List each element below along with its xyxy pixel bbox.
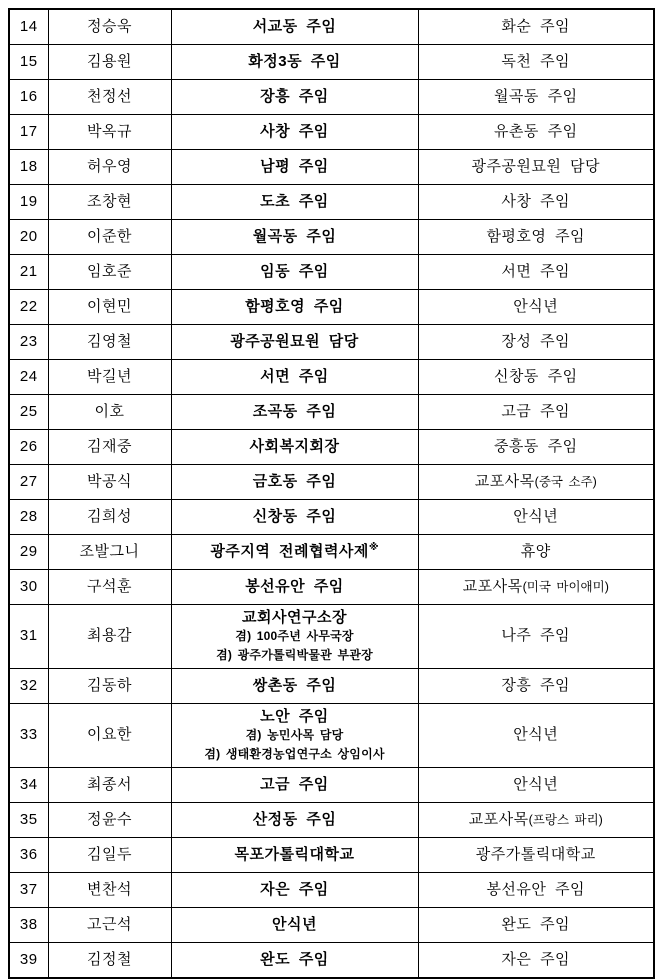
new-position-text: 사창 주임 [501, 192, 571, 210]
table-row [9, 838, 654, 873]
table-row [9, 220, 654, 255]
table-row [9, 535, 654, 570]
cell-name: 김영철 [48, 325, 171, 360]
new-position-text: 중흥동 주임 [493, 437, 578, 455]
cell-new-position [418, 535, 654, 570]
new-position-text: 안식년 [513, 775, 559, 793]
table-row [9, 325, 654, 360]
table-row [9, 605, 654, 669]
cell-name: 정승욱 [48, 9, 171, 45]
cell-name: 정윤수 [48, 803, 171, 838]
priest-assignment-table [8, 8, 655, 979]
cell-name: 허우영 [48, 150, 171, 185]
cell-current-position [171, 290, 418, 325]
cell-row-number: 38 [9, 908, 48, 943]
assignment-table-body [9, 9, 654, 978]
cell-new-position [418, 9, 654, 45]
new-position-text: 함평호영 주임 [486, 227, 586, 245]
current-position-text: 안식년 [272, 915, 317, 933]
cell-name: 구석훈 [48, 570, 171, 605]
cell-row-number: 32 [9, 669, 48, 704]
cell-current-position [171, 768, 418, 803]
new-position-note: (프랑스 파리) [528, 812, 603, 827]
table-row [9, 768, 654, 803]
cell-name: 고근석 [48, 908, 171, 943]
new-position-text: 광주공원묘원 담당 [471, 157, 601, 175]
current-position-text: 고금 주임 [260, 775, 329, 793]
current-position-text: 완도 주임 [260, 950, 329, 968]
cell-new-position [418, 605, 654, 669]
cell-current-position [171, 500, 418, 535]
cell-row-number: 24 [9, 360, 48, 395]
new-position-text: 월곡동 주임 [493, 87, 578, 105]
cell-new-position [418, 768, 654, 803]
cell-row-number: 14 [9, 9, 48, 45]
cell-new-position [418, 500, 654, 535]
current-position-text: 장흥 주임 [260, 87, 329, 105]
table-row [9, 465, 654, 500]
cell-new-position [418, 255, 654, 290]
current-position-text: 사회복지회장 [249, 437, 340, 455]
cell-current-position [171, 395, 418, 430]
table-row [9, 803, 654, 838]
cell-new-position [418, 669, 654, 704]
cell-name: 조창현 [48, 185, 171, 220]
table-row [9, 80, 654, 115]
cell-current-position [171, 704, 418, 768]
table-row [9, 395, 654, 430]
cell-name: 김일두 [48, 838, 171, 873]
cell-new-position [418, 570, 654, 605]
cell-row-number: 21 [9, 255, 48, 290]
cell-current-position [171, 220, 418, 255]
cell-new-position [418, 290, 654, 325]
cell-current-position [171, 465, 418, 500]
current-position-text: 교회사연구소장 [242, 608, 347, 626]
table-row [9, 500, 654, 535]
cell-current-position [171, 430, 418, 465]
new-position-text: 화순 주임 [501, 17, 571, 35]
cell-new-position [418, 395, 654, 430]
cell-current-position [171, 360, 418, 395]
cell-current-position [171, 9, 418, 45]
new-position-text: 신창동 주임 [493, 367, 578, 385]
cell-new-position [418, 704, 654, 768]
cell-row-number: 37 [9, 873, 48, 908]
current-position-text: 노안 주임 [260, 707, 329, 725]
cell-name: 변찬석 [48, 873, 171, 908]
cell-row-number: 23 [9, 325, 48, 360]
cell-current-position [171, 803, 418, 838]
cell-name: 이현민 [48, 290, 171, 325]
table-row [9, 150, 654, 185]
current-position-text: 신창동 주임 [252, 507, 337, 525]
current-position-text: 산정동 주임 [252, 810, 337, 828]
current-position-text: 쌍촌동 주임 [252, 676, 337, 694]
cell-name: 이호 [48, 395, 171, 430]
new-position-text: 장흥 주임 [501, 676, 571, 694]
new-position-text: 교포사목 [468, 810, 529, 828]
cell-current-position [171, 325, 418, 360]
new-position-text: 독천 주임 [501, 52, 571, 70]
current-position-text: 광주지역 전례협력사제 [210, 543, 369, 561]
current-position-text: 함평호영 주임 [245, 297, 344, 315]
cell-new-position [418, 908, 654, 943]
cell-name: 김재중 [48, 430, 171, 465]
cell-current-position [171, 838, 418, 873]
new-position-text: 안식년 [513, 507, 559, 525]
cell-name: 이준한 [48, 220, 171, 255]
table-row [9, 115, 654, 150]
cell-new-position [418, 80, 654, 115]
cell-row-number: 36 [9, 838, 48, 873]
current-position-text: 월곡동 주임 [252, 227, 337, 245]
cell-name: 김정철 [48, 943, 171, 979]
new-position-text: 교포사목 [462, 577, 523, 595]
new-position-text: 서면 주임 [501, 262, 571, 280]
cell-current-position [171, 570, 418, 605]
cell-new-position [418, 220, 654, 255]
concurrent-position-text: 겸) 농민사목 담당 [245, 728, 344, 743]
table-row [9, 45, 654, 80]
cell-row-number: 17 [9, 115, 48, 150]
new-position-text: 유촌동 주임 [493, 122, 578, 140]
new-position-text: 나주 주임 [501, 627, 571, 645]
cell-current-position [171, 255, 418, 290]
cell-current-position [171, 669, 418, 704]
new-position-text: 광주가톨릭대학교 [475, 845, 596, 863]
cell-name: 김용원 [48, 45, 171, 80]
cell-current-position [171, 908, 418, 943]
table-row [9, 255, 654, 290]
cell-row-number: 35 [9, 803, 48, 838]
cell-new-position [418, 465, 654, 500]
cell-name: 김동하 [48, 669, 171, 704]
current-position-text: 금호동 주임 [252, 472, 337, 490]
current-position-text: 사창 주임 [260, 122, 329, 140]
cell-name: 박옥규 [48, 115, 171, 150]
current-position-text: 목포가톨릭대학교 [234, 845, 355, 863]
cell-row-number: 31 [9, 605, 48, 669]
cell-row-number: 30 [9, 570, 48, 605]
new-position-text: 안식년 [513, 297, 559, 315]
cell-name: 천정선 [48, 80, 171, 115]
cell-row-number: 15 [9, 45, 48, 80]
cell-row-number: 34 [9, 768, 48, 803]
table-row [9, 290, 654, 325]
table-row [9, 570, 654, 605]
new-position-text: 고금 주임 [501, 402, 571, 420]
cell-row-number: 20 [9, 220, 48, 255]
cell-row-number: 39 [9, 943, 48, 979]
current-position-text: 화정3동 주임 [248, 52, 341, 70]
cell-row-number: 22 [9, 290, 48, 325]
cell-row-number: 27 [9, 465, 48, 500]
cell-new-position [418, 185, 654, 220]
concurrent-position-text: 겸) 광주가톨릭박물관 부관장 [216, 647, 373, 662]
current-position-text: 봉선유안 주임 [245, 577, 344, 595]
current-position-text: 서교동 주임 [252, 17, 337, 35]
cell-current-position [171, 535, 418, 570]
cell-name: 박길년 [48, 360, 171, 395]
table-row [9, 943, 654, 979]
new-position-text: 완도 주임 [501, 915, 571, 933]
cell-row-number: 28 [9, 500, 48, 535]
cell-new-position [418, 838, 654, 873]
new-position-note: (미국 마이애미) [522, 579, 609, 594]
new-position-text: 봉선유안 주임 [486, 880, 586, 898]
concurrent-position-text: 겸) 100주년 사무국장 [235, 629, 354, 644]
new-position-text: 자은 주임 [501, 950, 571, 968]
current-position-text: 조곡동 주임 [252, 402, 337, 420]
current-position-text: 남평 주임 [260, 157, 329, 175]
new-position-note: (중국 소주) [534, 474, 597, 489]
cell-current-position [171, 115, 418, 150]
cell-name: 임호준 [48, 255, 171, 290]
cell-current-position [171, 185, 418, 220]
cell-row-number: 16 [9, 80, 48, 115]
cell-new-position [418, 430, 654, 465]
cell-name: 김희성 [48, 500, 171, 535]
current-position-text: 임동 주임 [260, 262, 329, 280]
current-position-text: 도초 주임 [260, 192, 329, 210]
table-row [9, 669, 654, 704]
table-row [9, 873, 654, 908]
new-position-text: 장성 주임 [501, 332, 571, 350]
table-row [9, 185, 654, 220]
cell-row-number: 33 [9, 704, 48, 768]
current-position-text: 광주공원묘원 담당 [230, 332, 359, 350]
new-position-text: 안식년 [513, 726, 559, 744]
cell-new-position [418, 803, 654, 838]
current-position-text: 서면 주임 [260, 367, 329, 385]
table-row [9, 9, 654, 45]
cell-name: 조발그니 [48, 535, 171, 570]
cell-current-position [171, 80, 418, 115]
cell-row-number: 18 [9, 150, 48, 185]
table-row [9, 908, 654, 943]
new-position-text: 휴양 [520, 542, 551, 560]
cell-row-number: 25 [9, 395, 48, 430]
cell-current-position [171, 943, 418, 979]
cell-new-position [418, 873, 654, 908]
cell-name: 이요한 [48, 704, 171, 768]
cell-new-position [418, 325, 654, 360]
cell-row-number: 19 [9, 185, 48, 220]
concurrent-position-text: 겸) 생태환경농업연구소 상임이사 [204, 746, 385, 761]
cell-new-position [418, 943, 654, 979]
new-position-text: 교포사목 [474, 472, 535, 490]
cell-row-number: 29 [9, 535, 48, 570]
cell-new-position [418, 115, 654, 150]
table-row [9, 360, 654, 395]
cell-current-position [171, 150, 418, 185]
cell-new-position [418, 150, 654, 185]
table-row [9, 430, 654, 465]
cell-name: 최용감 [48, 605, 171, 669]
cell-new-position [418, 45, 654, 80]
cell-name: 최종서 [48, 768, 171, 803]
current-position-text: 자은 주임 [260, 880, 329, 898]
cell-new-position [418, 360, 654, 395]
cell-row-number: 26 [9, 430, 48, 465]
cell-current-position [171, 45, 418, 80]
footnote-marker: ※ [368, 542, 379, 554]
cell-current-position [171, 605, 418, 669]
table-row [9, 704, 654, 768]
cell-name: 박공식 [48, 465, 171, 500]
cell-current-position [171, 873, 418, 908]
